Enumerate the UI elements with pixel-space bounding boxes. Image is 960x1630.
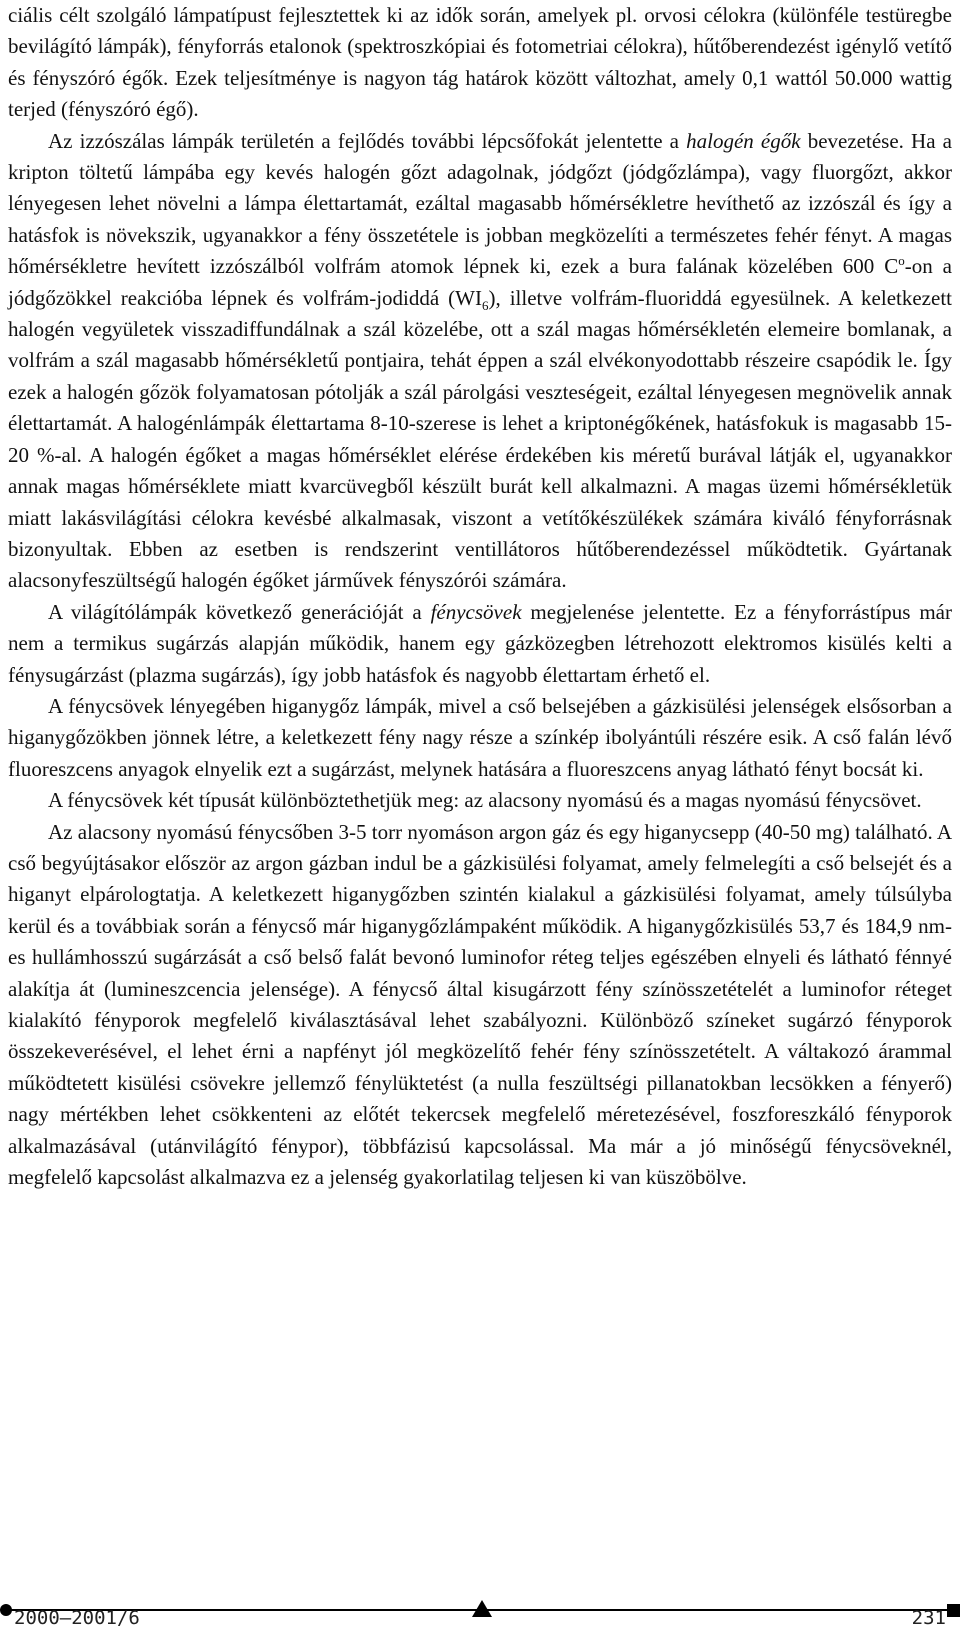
page-number: 231	[911, 1607, 946, 1629]
subscript: 6	[481, 297, 489, 313]
superscript: o	[898, 253, 905, 269]
paragraph	[8, 0, 952, 126]
paragraph	[8, 785, 952, 816]
text-run: ciális célt szolgáló lámpatípust fejlesztettek ki az idők során, amelyek pl. orvosi célokra (különféle testüregbe bevilágító lámpák), fényforrás etalonok (spektroszkópiai és fotometriai célokra), hűtőberendezést igénylő vetítő és fényszóró égők. Ezek teljesítménye is nagyon tág határok között változhat, amely 0,1 wattól 50.000 wattig terjed (fényszóró égő).	[8, 3, 952, 122]
paragraph	[8, 126, 952, 597]
text-run: ), illetve volfrám-fluoriddá egyesülnek. A keletkezett halogén vegyületek visszadiffundálnak a szál közelébe, ott a szál magas hőmérsékletén elemeire bomlanak, a volfrám a szál magasabb hőmérsékletű pontjaira, tehát éppen a szál elvékonyodottabb részeire csapódik le. Így ezek a halogén gőzök folyamatosan pótolják a szál párolgási veszteségeit, ezáltal lényegesen megnövelik annak élettartamát. A halogénlámpák élettartama 8-10-szerese is lehet a kriptonégőkének, hatásfokuk is magasabb 15-20 %-al. A halogén égőket a magas hőmérséklet elérése érdekében kis méretű burával látják el, ugyanakkor annak magas hőmérséklete miatt kvarcüvegből készült burát kell alkalmazni. A magas üzemi hőmérsékletük miatt lakásvilágítási célokra kevésbé alkalmasak, viszont a vetítőkészülékek számára kiváló fényforrásnak bizonyultak. Ebben az esetben is rendszerint ventillátoros hűtőberendezéssel működtetik. Gyártanak alacsonyfeszültségű halogén égőket járművek fényszórói számára.	[8, 285, 952, 593]
square-bullet-icon	[947, 1604, 960, 1617]
paragraph	[8, 691, 952, 785]
paragraph	[8, 597, 952, 691]
text-run: A fénycsövek két típusát különböztethetjük meg: az alacsony nyomású és a magas nyomású fénycsövet.	[48, 788, 922, 813]
paragraph	[8, 817, 952, 1194]
triangle-marker-icon	[472, 1600, 492, 1617]
circle-bullet-icon	[0, 1604, 12, 1616]
text-run: Az izzószálas lámpák területén a fejlődés további lépcsőfokát jelentette a	[48, 128, 687, 153]
text-run: A világítólámpák következő generációját a	[48, 599, 431, 624]
text-run: -on a jódgőzökkel reakcióba lépnek és volfrám-jodiddá (WI	[8, 254, 952, 310]
text-run: bevezetése. Ha a kripton töltetű lámpába egy kevés halogén gőzt adagolnak, jódgőzt (jódgőzlámpa), vagy fluorgőzt, akkor lényegesen lehet növelni a lámpa élettartamát, ezáltal magasabb hőmérsékletre hevíthető az izzószál és így a hatásfok is növekszik, ugyanakkor a fény összetétele is jobban megközelíti a természetes fehér fényt. A magas hőmérsékletre hevített izzószálból volfrám atomok lépnek ki, ezek a bura falának közelében 600 C	[8, 128, 952, 279]
italic-term: halogén égők	[686, 128, 801, 153]
footer-rule	[0, 1604, 960, 1616]
text-run: Az alacsony nyomású fénycsőben 3-5 torr nyomáson argon gáz és egy higanycsepp (40-50 mg) található. A cső begyújtásakor először az argon gázban indul be a gázkisülési folyamat, amely felmelegíti a cső belsejét és a higanyt elpárologtatja. A keletkezett higanygőzben szintén kialakul a gázkisülési folyamat, amely túlsúlyba kerül és a továbbiak során a fénycső már higanygőzlámpaként működik. A higanygőzkisülés 53,7 és 184,9 nm-es hullámhosszú sugárzását a cső belső falát bevonó luminofor réteg teljes egészében elnyeli és látható fénnyé alakítja át (lumineszcencia jelensége). A fénycső által kisugárzott fény színösszetételét a luminofor réteget kialakító fényporok megfelelő kiválasztásával lehet szabályozni. Különböző színeket sugárzó fényporok összekeverésével, el lehet érni a napfényt jól megközelítő fehér fény színösszetételt. A váltakozó árammal működtetett kisülési csövekre jellemző fénylüktetést (a nulla feszültségi pillanatokban lecsökken a fényerő) nagy mértékben lehet csökkenteni az előtét tekercsek megfelelő méretezésével, foszforeszkáló fényporok alkalmazásával (utánvilágító fénypor), többfázisú kapcsolással. Ma már a jó minőségű fénycsöveknél, megfelelő kapcsolást alkalmazva ez a jelenség gyakorlatilag teljesen ki van küszöbölve.	[8, 819, 952, 1190]
italic-term: fénycsövek	[430, 599, 522, 624]
issue-number: 2000–2001/6	[14, 1607, 140, 1629]
document-body	[8, 0, 952, 1193]
text-run: megjelenése jelentette. Ez a fényforrástípus már nem a termikus sugárzás alapján működik, hanem egy gázközegben létrehozott elektromos kisülés kelti a fénysugárzást (plazma sugárzás), így jobb hatásfok és nagyobb élettartam érhető el.	[8, 599, 952, 687]
text-run: A fénycsövek lényegében higanygőz lámpák, mivel a cső belsejében a gázkisülési jelenségek elsősorban a higanygőzökben jönnek létre, a keletkezett fény nagy része a színkép ibolyántúli részére esik. A cső falán lévő fluoreszcens anyagok elnyelik ezt a sugárzást, melynek hatására a fluoreszcens anyag látható fényt bocsát ki.	[8, 693, 952, 781]
